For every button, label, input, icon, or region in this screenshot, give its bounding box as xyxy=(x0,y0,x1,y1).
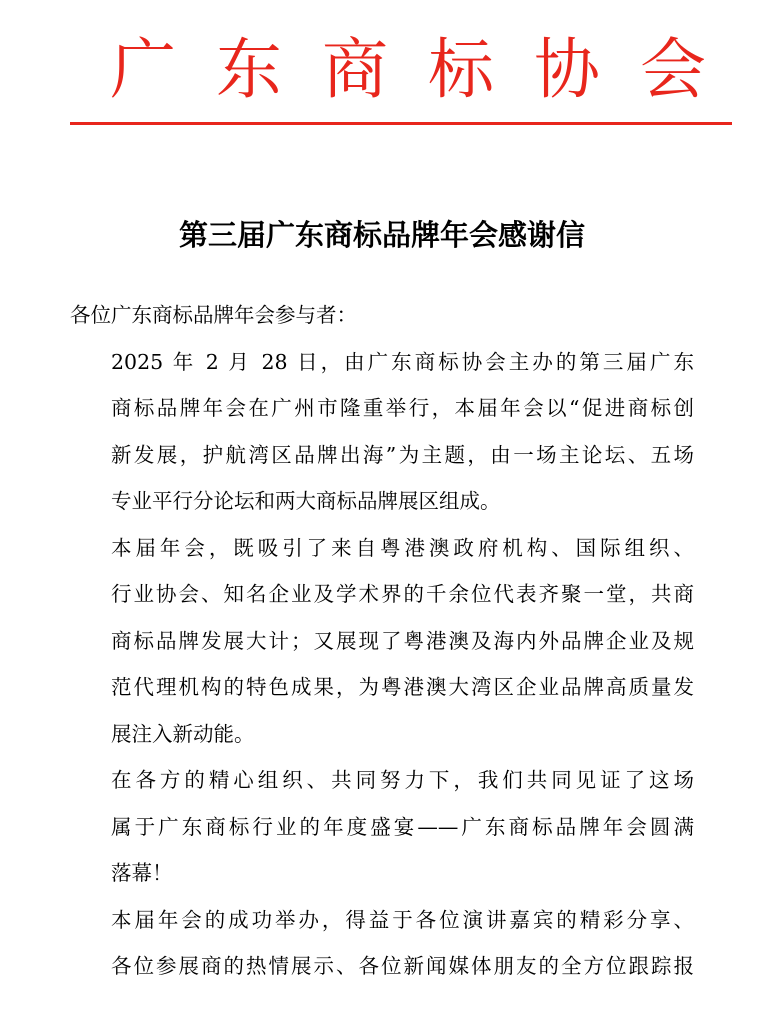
paragraph-line: 行业协会、知名企业及学术界的千余位代表齐聚一堂，共商 xyxy=(111,582,694,606)
paragraph-line: 落幕！ xyxy=(111,861,173,885)
paragraph-line: 商标品牌年会在广州市隆重举行，本届年会以“促进商标创 xyxy=(111,396,694,420)
paragraph-line: 各位参展商的热情展示、各位新闻媒体朋友的全方位跟踪报 xyxy=(111,954,694,978)
letterhead-divider xyxy=(70,122,732,125)
paragraph-line: 展注入新动能。 xyxy=(111,721,255,746)
letterhead xyxy=(70,22,746,122)
letter-body xyxy=(70,292,694,990)
paragraph-line: 本届年会的成功举办，得益于各位演讲嘉宾的精彩分享、 xyxy=(111,907,694,932)
paragraph-line: 范代理机构的特色成果，为粤港澳大湾区企业品牌高质量发 xyxy=(111,675,694,699)
paragraph-4 xyxy=(70,897,694,990)
paragraph-3 xyxy=(70,757,694,897)
letter-title: 第三届广东商标品牌年会感谢信 xyxy=(178,218,585,252)
paragraph-line: 本届年会，既吸引了来自粤港澳政府机构、国际组织、 xyxy=(111,535,694,560)
paragraph-line: 新发展，护航湾区品牌出海”为主题，由一场主论坛、五场 xyxy=(111,442,694,467)
paragraph-line: 属于广东商标行业的年度盛宴——广东商标品牌年会圆满 xyxy=(111,814,694,839)
paragraph-line: 商标品牌发展大计；又展现了粤港澳及海内外品牌企业及规 xyxy=(111,628,694,653)
paragraph-line: 2025 年 2 月 28 日，由广东商标协会主办的第三届广东 xyxy=(111,349,694,374)
paragraph-line: 专业平行分论坛和两大商标品牌展区组成。 xyxy=(111,489,501,513)
paragraph-2 xyxy=(70,525,694,758)
salutation: 各位广东商标品牌年会参与者： xyxy=(70,303,357,327)
paragraph-line: 在各方的精心组织、共同努力下，我们共同见证了这场 xyxy=(111,768,694,792)
organization-name: 广东商标协会 xyxy=(110,31,746,108)
paragraph-1 xyxy=(70,339,694,525)
